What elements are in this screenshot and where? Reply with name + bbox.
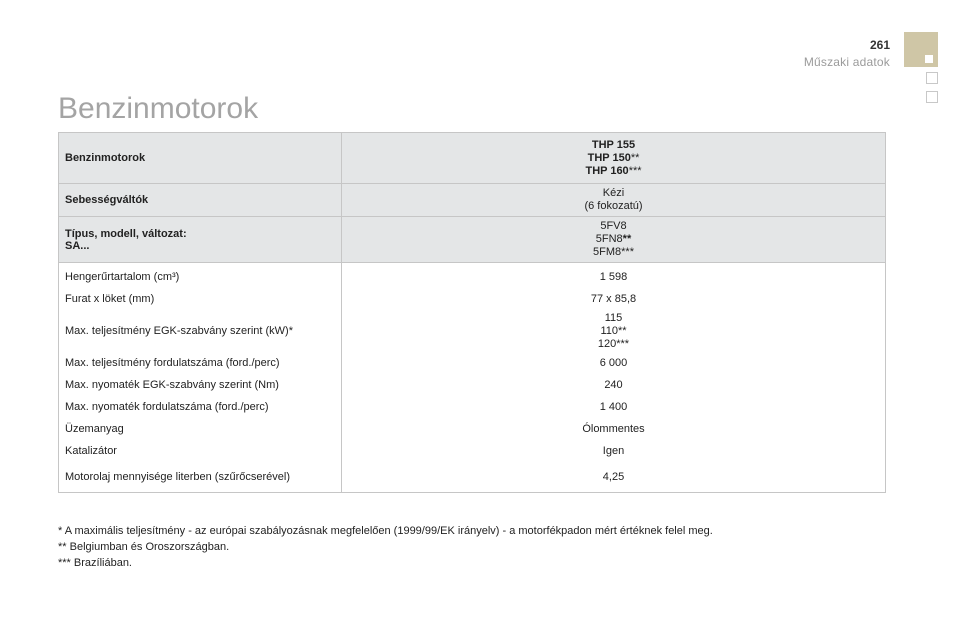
row-value-line: 120*** bbox=[597, 337, 630, 350]
footnote: ** Belgiumban és Oroszországban. bbox=[58, 541, 230, 553]
section-tab-active[interactable] bbox=[904, 32, 938, 67]
row-value: 4,25 bbox=[602, 470, 625, 483]
type-label bbox=[59, 217, 342, 263]
table-header-row bbox=[59, 217, 886, 263]
row-value: 1 400 bbox=[599, 400, 628, 413]
row-value: 6 000 bbox=[599, 356, 628, 369]
row-label: Max. nyomaték fordulatszáma (ford./perc) bbox=[59, 396, 342, 418]
table-row bbox=[59, 352, 886, 374]
row-label: Üzemanyag bbox=[59, 418, 342, 440]
footnotes bbox=[58, 523, 713, 571]
type-code-suffix: *** bbox=[621, 246, 634, 258]
table-row bbox=[59, 374, 886, 396]
section-label: Műszaki adatok bbox=[803, 55, 890, 69]
row-label: Motorolaj mennyisége literben (szűrőcserével) bbox=[59, 462, 342, 493]
row-label: Max. teljesítmény fordulatszáma (ford./perc) bbox=[59, 352, 342, 374]
table-header-row bbox=[59, 184, 886, 217]
engine-code: THP 155 bbox=[591, 138, 636, 151]
footnote: *** Brazíliában. bbox=[58, 557, 132, 569]
type-code: 5FM8 bbox=[593, 246, 622, 258]
row-value-line: 110** bbox=[600, 324, 627, 337]
table-row bbox=[59, 263, 886, 289]
row-label: Furat x löket (mm) bbox=[59, 288, 342, 310]
engine-label: Benzinmotorok bbox=[59, 133, 342, 184]
type-code-suffix: ** bbox=[622, 233, 632, 245]
table-row bbox=[59, 440, 886, 462]
engine-code: THP 160 bbox=[585, 164, 629, 177]
row-value: Igen bbox=[602, 444, 625, 457]
tab-marker-icon bbox=[925, 55, 933, 63]
engine-code-suffix: *** bbox=[628, 164, 642, 177]
table-row bbox=[59, 310, 886, 352]
page-title: Benzinmotorok bbox=[58, 92, 259, 125]
engine-code: THP 150 bbox=[587, 151, 631, 164]
engine-values bbox=[342, 133, 886, 184]
type-values bbox=[342, 217, 886, 263]
section-tab-box[interactable] bbox=[926, 72, 938, 84]
type-label-line: SA... bbox=[65, 239, 90, 252]
table-row bbox=[59, 288, 886, 310]
engine-code-suffix: ** bbox=[630, 151, 640, 164]
table-header-row bbox=[59, 133, 886, 184]
page-number: 261 bbox=[869, 38, 890, 52]
row-value: Ólommentes bbox=[582, 422, 645, 435]
row-label: Max. teljesítmény EGK-szabvány szerint (kW)* bbox=[59, 310, 342, 352]
engine-spec-table bbox=[58, 132, 886, 493]
table-row bbox=[59, 462, 886, 493]
table-row bbox=[59, 418, 886, 440]
gearbox-value: (6 fokozatú) bbox=[584, 200, 643, 212]
type-code: 5FN8 bbox=[595, 233, 623, 245]
row-value bbox=[342, 310, 886, 352]
row-value-line: 115 bbox=[604, 311, 623, 324]
footnote: * A maximális teljesítmény - az európai szabályozásnak megfelelően (1999/99/EK irányelv) - a motorfékpadon mért értéknek felel meg. bbox=[58, 525, 713, 537]
row-value: 77 x 85,8 bbox=[590, 292, 637, 305]
gearbox-label: Sebességváltók bbox=[59, 184, 342, 217]
section-tab-box[interactable] bbox=[926, 91, 938, 103]
row-label: Max. nyomaték EGK-szabvány szerint (Nm) bbox=[59, 374, 342, 396]
row-value: 1 598 bbox=[599, 270, 628, 283]
row-label: Hengerűrtartalom (cm³) bbox=[59, 263, 342, 289]
type-label-line: Típus, modell, változat: bbox=[65, 227, 187, 240]
row-label: Katalizátor bbox=[59, 440, 342, 462]
gearbox-value: Kézi bbox=[602, 187, 625, 199]
row-value: 240 bbox=[604, 378, 623, 391]
type-code: 5FV8 bbox=[600, 220, 627, 232]
gearbox-values bbox=[342, 184, 886, 217]
table-row bbox=[59, 396, 886, 418]
